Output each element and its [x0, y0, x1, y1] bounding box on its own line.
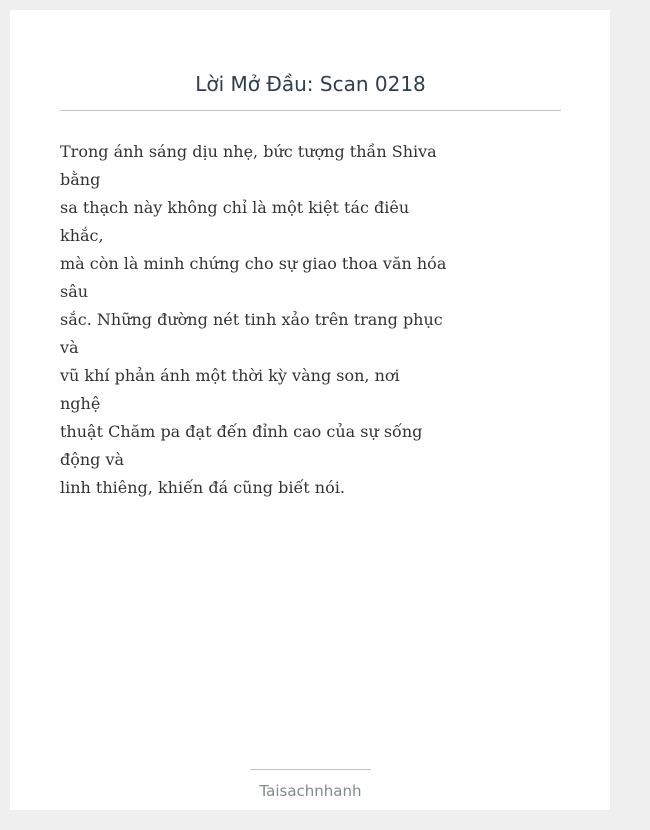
page-title: Lời Mở Đầu: Scan 0218: [195, 72, 426, 96]
text-line: và: [60, 338, 79, 357]
text-line: Trong ánh sáng dịu nhẹ, bức tượng thần Shiva: [60, 142, 437, 161]
text-line: động và: [60, 450, 125, 469]
text-line: thuật Chăm pa đạt đến đỉnh cao của sự sống: [60, 422, 423, 441]
text-line: vũ khí phản ánh một thời kỳ vàng son, nơi: [60, 366, 400, 385]
footer-divider: [250, 769, 371, 770]
text-line: sắc. Những đường nét tinh xảo trên trang phục: [60, 310, 443, 329]
text-line: khắc,: [60, 226, 104, 245]
footer-brand: Taisachnhanh: [259, 782, 362, 800]
document-page: [10, 10, 610, 810]
text-line: bằng: [60, 170, 101, 189]
title-divider: [60, 110, 561, 111]
body-paragraph: [60, 138, 447, 502]
text-line: sa thạch này không chỉ là một kiệt tác điêu: [60, 198, 410, 217]
text-line: linh thiêng, khiến đá cũng biết nói.: [60, 478, 345, 497]
text-line: nghệ: [60, 394, 101, 413]
text-line: mà còn là minh chứng cho sự giao thoa văn hóa: [60, 254, 447, 273]
text-line: sâu: [60, 282, 89, 301]
